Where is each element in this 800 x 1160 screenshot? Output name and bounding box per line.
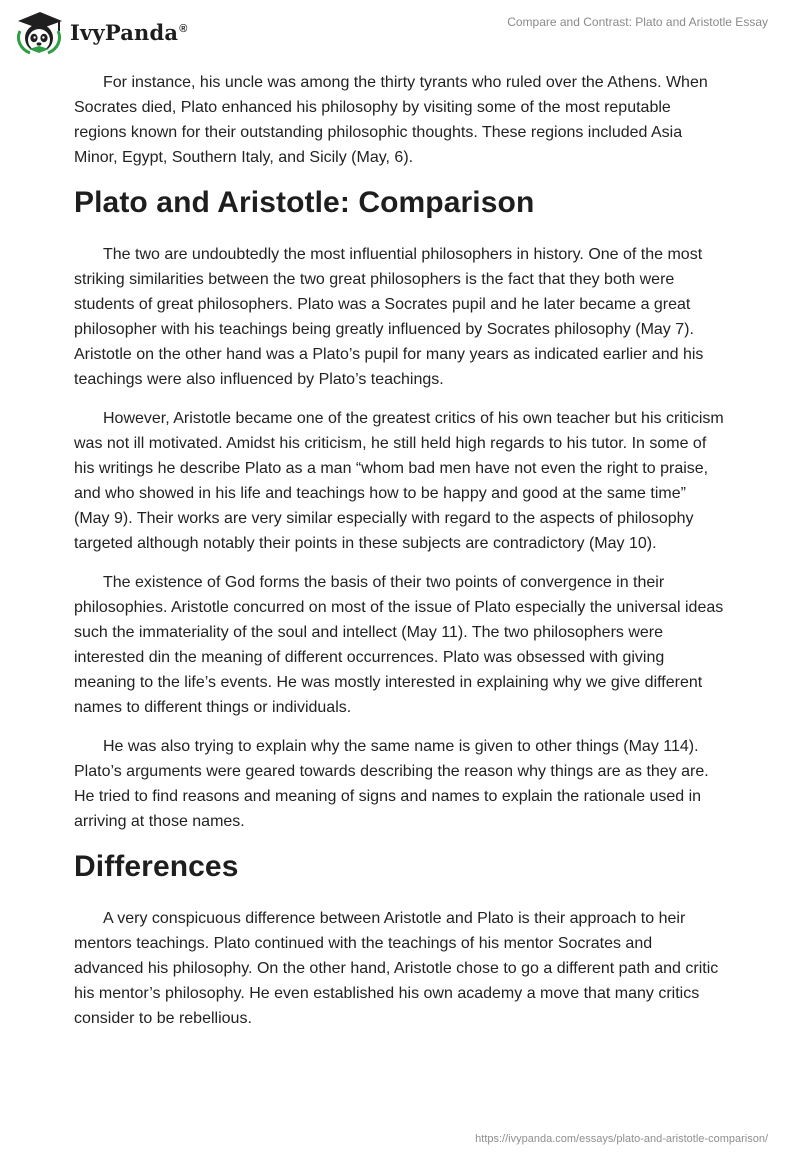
paragraph-5: He was also trying to explain why the same name is given to other things (May 114). Plato’s arguments were geared towards describing the reason why things are as they are. He tried to find reasons and meaning of signs and names to explain the rationale used in arriving at those names.: [74, 738, 709, 830]
logo-text: IvyPanda®: [70, 19, 188, 45]
source-url[interactable]: https://ivypanda.com/essays/plato-and-aristotle-comparison/: [475, 1133, 768, 1145]
panda-graduation-cap-icon: [14, 9, 64, 55]
paragraph-4: The existence of God forms the basis of their two points of convergence in their philosophies. Aristotle concurred on most of the issue of Plato especially the universal ideas such the immateriality of the soul and intellect (May 11). The two philosophers were interested din the meaning of different occurrences. Plato was obsessed with giving meaning to the life’s events. He was mostly interested in explaining why we give different names to different things or individuals.: [74, 574, 724, 716]
ivypanda-logo[interactable]: [14, 8, 194, 56]
section-heading-comparison: Plato and Aristotle: Comparison: [74, 186, 535, 219]
page-header: [0, 0, 800, 64]
essay-content: [74, 70, 724, 1045]
paragraph-3: However, Aristotle became one of the greatest critics of his own teacher but his criticism was not ill motivated. Amidst his criticism, he still held high regards to his tutor. In some of his writings he describe Plato as a man “whom bad men have not even the right to praise, and who showed in his life and teachings how to be happy and good at the same time” (May 9). Their works are very similar especially with regard to the aspects of philosophy targeted although notably their points in these subjects are contradictory (May 10).: [74, 410, 724, 552]
paragraph-1: For instance, his uncle was among the thirty tyrants who ruled over the Athens. When Socrates died, Plato enhanced his philosophy by visiting some of the most reputable regions known for their outstanding philosophic thoughts. These regions included Asia Minor, Egypt, Southern Italy, and Sicily (May, 6).: [74, 74, 708, 166]
registered-mark: ®: [179, 22, 188, 35]
document-title: Compare and Contrast: Plato and Aristotle Essay: [507, 15, 768, 29]
section-heading-differences: Differences: [74, 850, 239, 883]
paragraph-2: The two are undoubtedly the most influential philosophers in history. One of the most striking similarities between the two great philosophers is the fact that they both were students of great philosophers. Plato was a Socrates pupil and he later became a great philosopher with his teachings being greatly influenced by Socrates philosophy (May 7). Aristotle on the other hand was a Plato’s pupil for many years as indicated earlier and his teachings were also influenced by Plato’s teachings.: [74, 246, 704, 388]
paragraph-6: A very conspicuous difference between Aristotle and Plato is their approach to heir mentors teachings. Plato continued with the teachings of his mentor Socrates and advanced his philosophy. On the other hand, Aristotle chose to go a different path and critic his mentor’s philosophy. He even established his own academy a move that many critics consider to be rebellious.: [74, 910, 719, 1027]
